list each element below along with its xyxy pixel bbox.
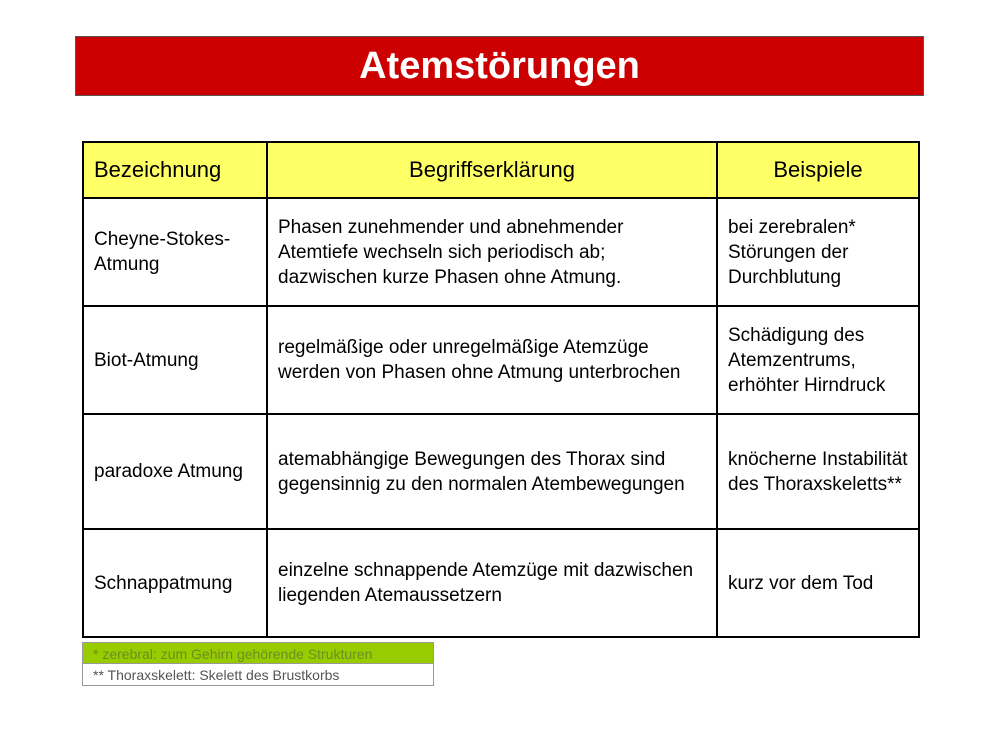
cell-name: Schnappatmung [83, 529, 267, 637]
footnote-zerebral: * zerebral: zum Gehirn gehörende Strukturen [82, 642, 434, 664]
header-bezeichnung: Bezeichnung [83, 142, 267, 198]
table-row [83, 529, 919, 637]
table-row [83, 306, 919, 414]
cell-examples: kurz vor dem Tod [717, 529, 919, 637]
cell-examples: Schädigung des Atemzentrums, erhöhter Hirndruck [717, 306, 919, 414]
cell-name: Cheyne-Stokes-Atmung [83, 198, 267, 306]
table-row [83, 198, 919, 306]
footnote-thoraxskelett: ** Thoraxskelett: Skelett des Brustkorbs [82, 664, 434, 686]
title-bar [75, 36, 924, 96]
cell-examples: knöcherne Instabilität des Thoraxskeletts** [717, 414, 919, 529]
header-beispiele: Beispiele [717, 142, 919, 198]
table-row [83, 414, 919, 529]
table-header-row [83, 142, 919, 198]
cell-definition: einzelne schnappende Atemzüge mit dazwischen liegenden Atemaussetzern [267, 529, 717, 637]
footnotes [82, 642, 434, 686]
cell-name: paradoxe Atmung [83, 414, 267, 529]
respiratory-disorders-table [82, 141, 920, 638]
cell-definition: atemabhängige Bewegungen des Thorax sind gegensinnig zu den normalen Atembewegungen [267, 414, 717, 529]
cell-examples: bei zerebralen* Störungen der Durchblutung [717, 198, 919, 306]
cell-name: Biot-Atmung [83, 306, 267, 414]
header-begriffserklaerung: Begriffserklärung [267, 142, 717, 198]
cell-definition: Phasen zunehmender und abnehmender Atemtiefe wechseln sich periodisch ab; dazwischen kurze Phasen ohne Atmung. [267, 198, 717, 306]
page-title: Atemstörungen [359, 44, 640, 87]
cell-definition: regelmäßige oder unregelmäßige Atemzüge werden von Phasen ohne Atmung unterbrochen [267, 306, 717, 414]
